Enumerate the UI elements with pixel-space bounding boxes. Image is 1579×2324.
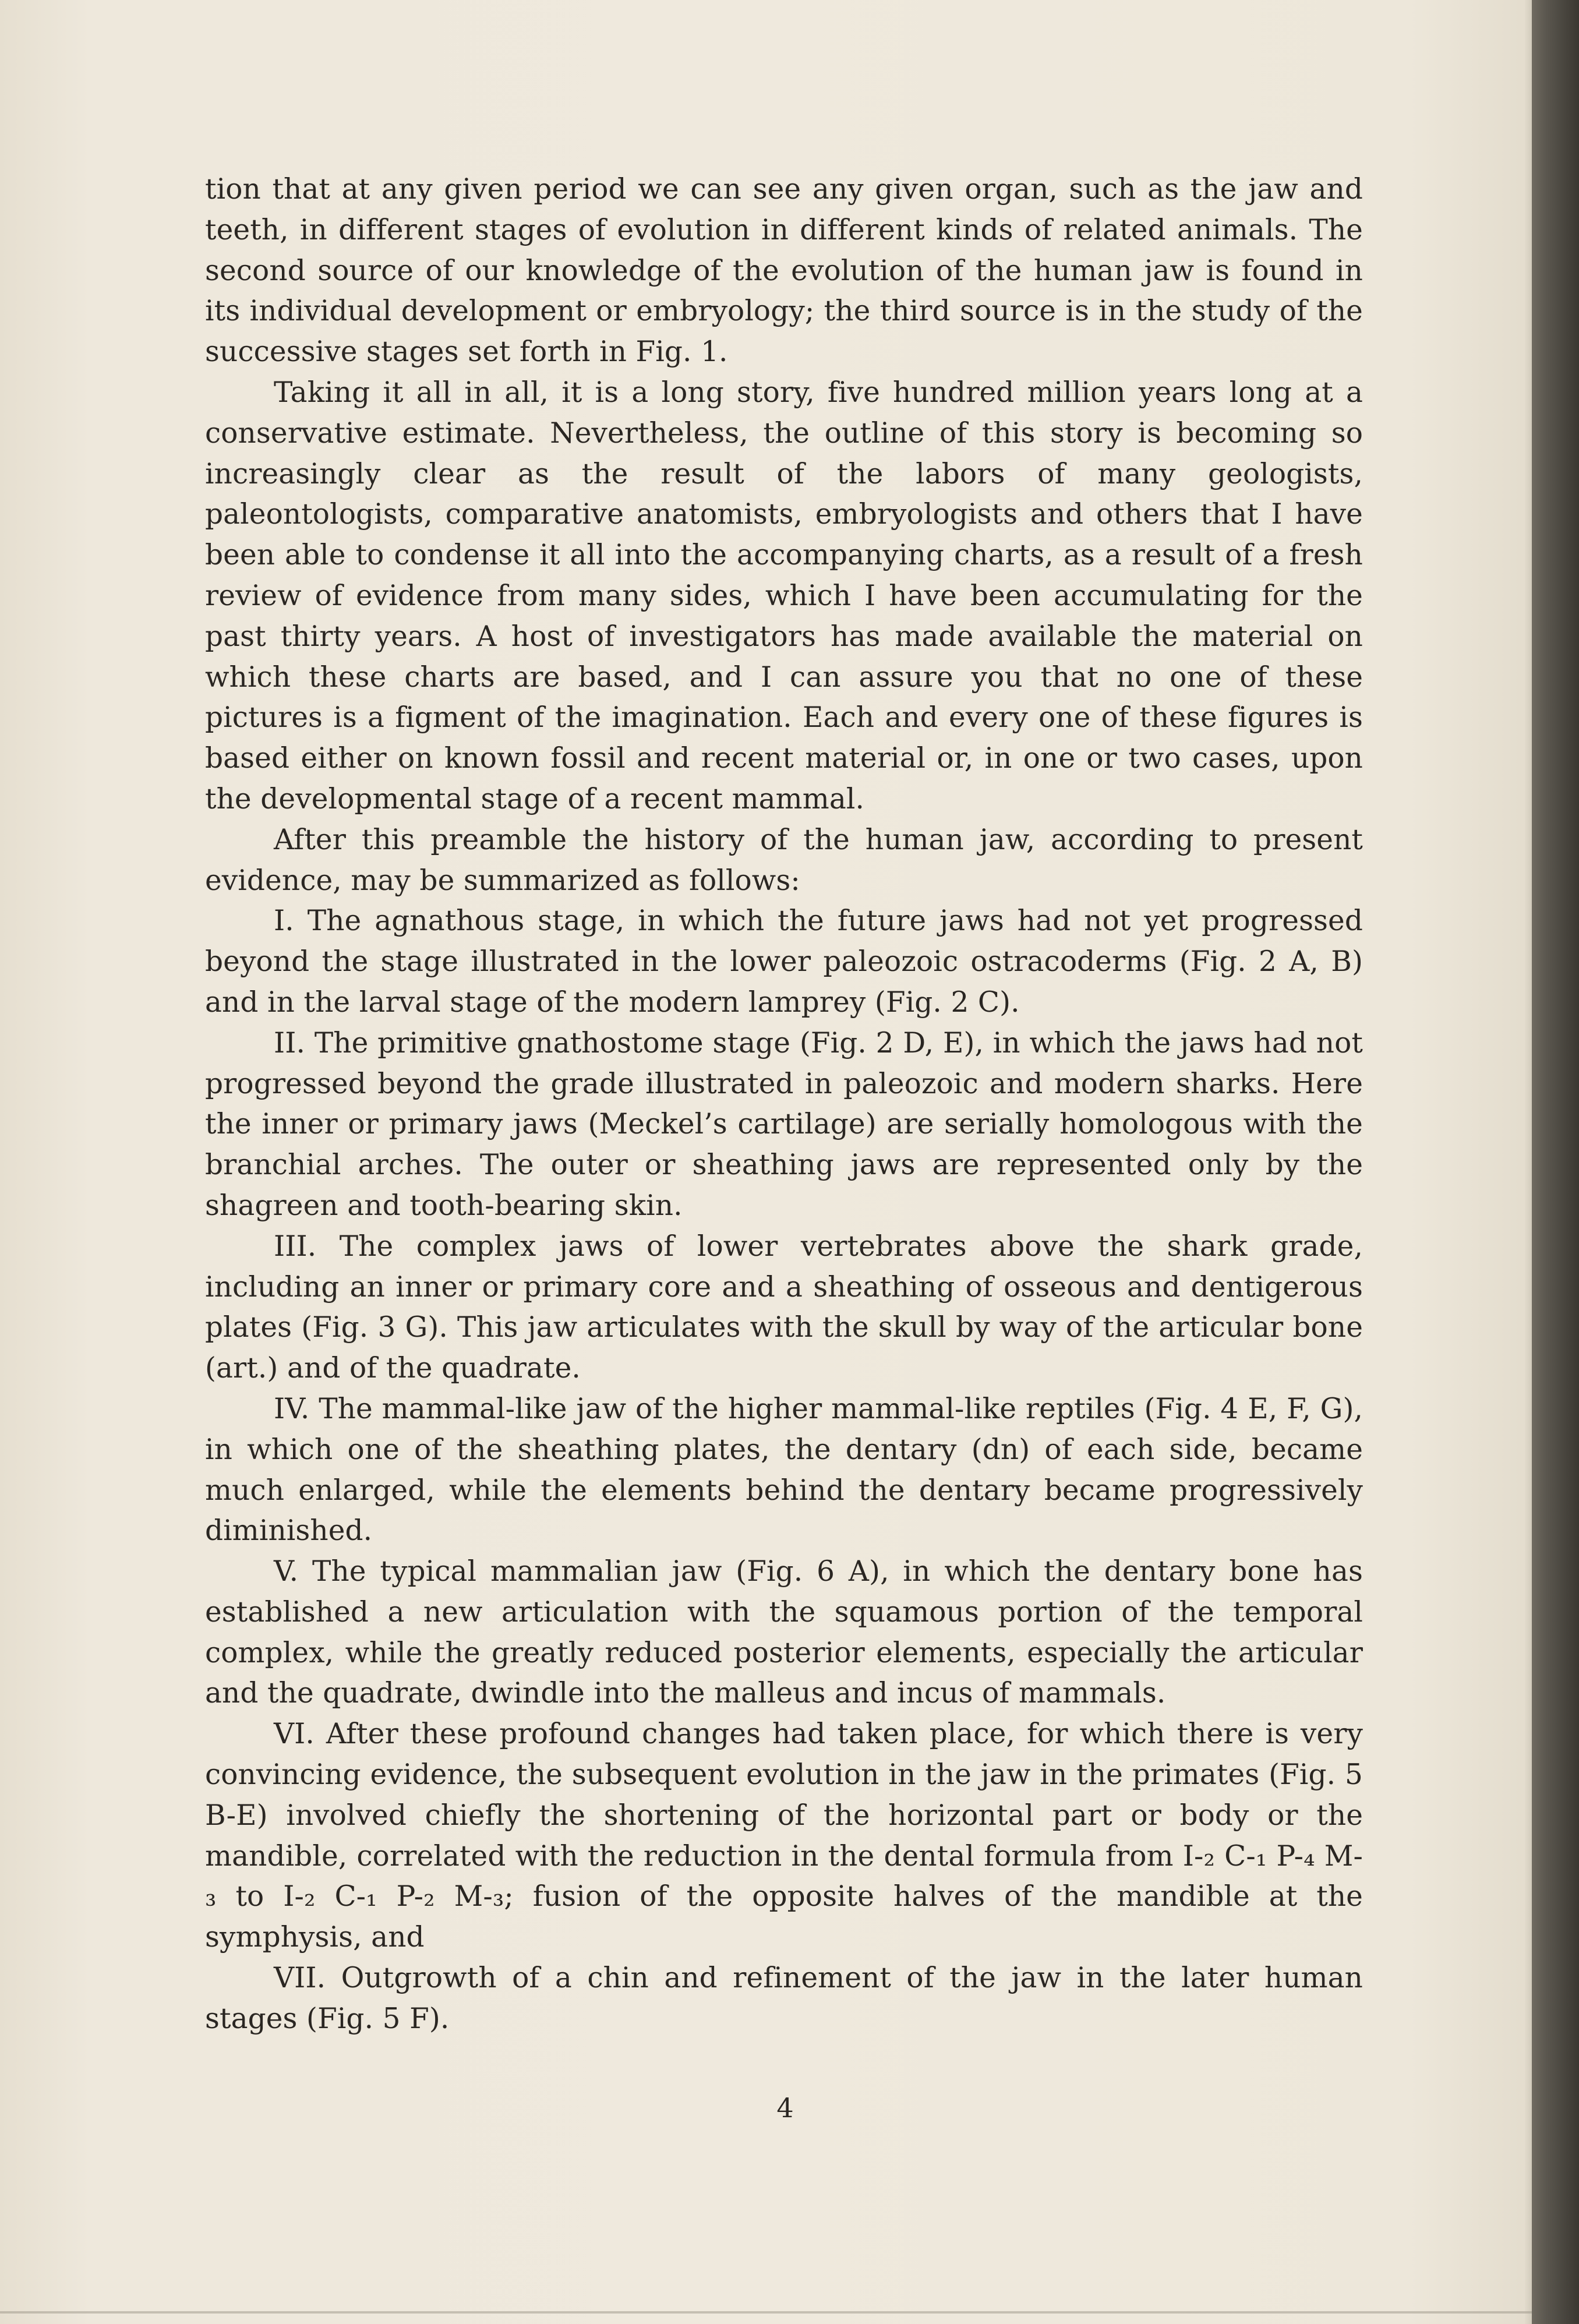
- paragraph-stage-4: IV. The mammal-like jaw of the higher mammal-like reptiles (Fig. 4 E, F, G), in which one of the sheathing plates, the dentary (dn) of each side, became much enlarged, while the elements behind the dentary became progressively diminished.: [205, 1392, 1363, 1548]
- page-number: 4: [776, 2092, 794, 2124]
- book-edge: [1532, 0, 1579, 2324]
- paragraph-2: Taking it all in all, it is a long story, five hundred million years long at a conservative estimate. Nevertheless, the outline of this story is becoming so increasingly clear as the result of the labors of many geologists, paleontologists, comparative anatomists, embryologists and others that I have been able to condense it all into the accompanying charts, as a result of a fresh review of evidence from many sides, which I have been accumulating for the past thirty years. A host of investigators has made available the material on which these charts are based, and I can assure you that no one of these pictures is a figment of the imagination. Each and every one of these figures is based either on known fossil and recent material or, in one or two cases, upon the developmental stage of a recent mammal.: [205, 376, 1363, 815]
- paragraph-1: tion that at any given period we can see any given organ, such as the jaw and teeth, in different stages of evolution in different kinds of related animals. The second source of our knowledge of the evolution of the human jaw is found in its individual development or embryology; the third source is in the study of the successive stages set forth in Fig. 1.: [205, 173, 1363, 369]
- scan-bottom-line: [0, 2311, 1532, 2314]
- paragraph-stage-5: V. The typical mammalian jaw (Fig. 6 A), in which the dentary bone has established a new articulation with the squamous portion of the temporal complex, while the greatly reduced posterior elements, especially the articular and the quadrate, dwindle into the malleus and incus of mammals.: [205, 1555, 1363, 1710]
- paragraph-stage-1: I. The agnathous stage, in which the future jaws had not yet progressed beyond the stage illustrated in the lower paleozoic ostracoderms (Fig. 2 A, B) and in the larval stage of the modern lamprey (Fig. 2 C).: [205, 905, 1363, 1019]
- paragraph-stage-7: VII. Outgrowth of a chin and refinement of the jaw in the later human stages (Fig. 5 F).: [205, 1962, 1363, 2035]
- paragraph-3: After this preamble the history of the human jaw, according to present evidence, may be summarized as follows:: [205, 823, 1363, 897]
- paragraph-stage-2: II. The primitive gnathostome stage (Fig. 2 D, E), in which the jaws had not progressed beyond the grade illustrated in paleozoic and modern sharks. Here the inner or primary jaws (Meckel’s cartilage) are serially homologous with the branchial arches. The outer or sheathing jaws are represented only by the shagreen and tooth-bearing skin.: [205, 1026, 1363, 1222]
- body-text: [205, 169, 1363, 2040]
- paragraph-stage-6: VI. After these profound changes had taken place, for which there is very convincing evidence, the subsequent evolution in the jaw in the primates (Fig. 5 B-E) involved chiefly the shortening of the horizontal part or body or the mandible, correlated with the reduction in the dental formula from I-₂ C-₁ P-₄ M-₃ to I-₂ C-₁ P-₂ M-₃; fusion of the opposite halves of the mandible at the symphysis, and: [205, 1718, 1363, 1954]
- paragraph-stage-3: III. The complex jaws of lower vertebrates above the shark grade, including an inner or primary core and a sheathing of osseous and dentigerous plates (Fig. 3 G). This jaw articulates with the skull by way of the articular bone (art.) and of the quadrate.: [205, 1230, 1363, 1385]
